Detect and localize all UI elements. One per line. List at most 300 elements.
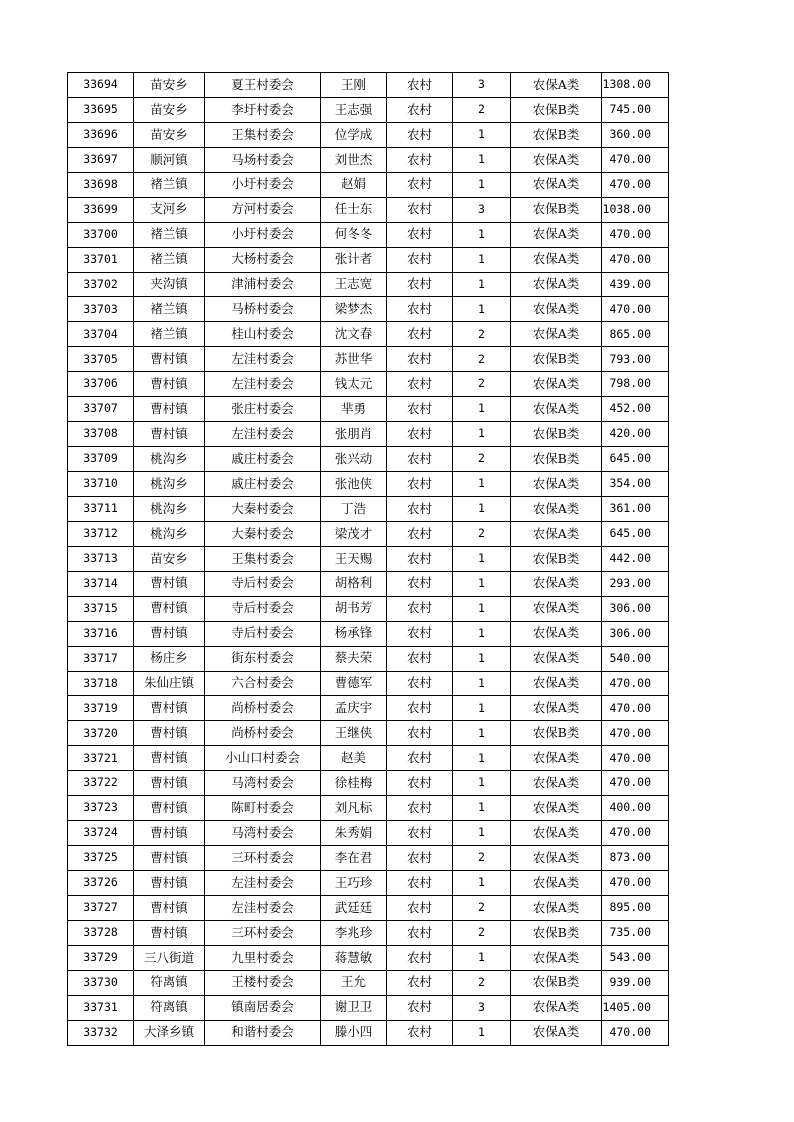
amount-cell: 360.00	[602, 122, 669, 147]
household-type-cell: 农村	[387, 970, 453, 995]
amount-cell: 470.00	[602, 821, 669, 846]
serial-number-cell: 33704	[68, 322, 134, 347]
table-row	[68, 920, 669, 945]
household-type-cell: 农村	[387, 671, 453, 696]
village-committee-cell: 左洼村委会	[205, 895, 321, 920]
table-row	[68, 197, 669, 222]
table-row	[68, 696, 669, 721]
household-type-cell: 农村	[387, 97, 453, 122]
person-count-cell: 1	[453, 945, 511, 970]
category-cell: 农保A类	[511, 646, 602, 671]
table-row	[68, 995, 669, 1020]
person-count-cell: 1	[453, 671, 511, 696]
amount-cell: 793.00	[602, 347, 669, 372]
person-count-cell: 3	[453, 197, 511, 222]
amount-cell: 420.00	[602, 422, 669, 447]
township-cell: 大泽乡镇	[134, 1020, 205, 1045]
serial-number-cell: 33718	[68, 671, 134, 696]
amount-cell: 470.00	[602, 247, 669, 272]
amount-cell: 470.00	[602, 1020, 669, 1045]
person-count-cell: 2	[453, 372, 511, 397]
category-cell: 农保A类	[511, 1020, 602, 1045]
township-cell: 曹村镇	[134, 920, 205, 945]
person-count-cell: 1	[453, 746, 511, 771]
table-row	[68, 521, 669, 546]
table-row	[68, 546, 669, 571]
amount-cell: 470.00	[602, 696, 669, 721]
name-cell: 曹德军	[321, 671, 387, 696]
household-type-cell: 农村	[387, 197, 453, 222]
township-cell: 曹村镇	[134, 895, 205, 920]
category-cell: 农保B类	[511, 546, 602, 571]
person-count-cell: 1	[453, 796, 511, 821]
name-cell: 胡书芳	[321, 596, 387, 621]
name-cell: 谢卫卫	[321, 995, 387, 1020]
category-cell: 农保B类	[511, 122, 602, 147]
table-row	[68, 247, 669, 272]
table-row	[68, 746, 669, 771]
person-count-cell: 1	[453, 472, 511, 497]
name-cell: 王继侠	[321, 721, 387, 746]
table-body	[68, 73, 669, 1046]
serial-number-cell: 33706	[68, 372, 134, 397]
village-committee-cell: 陈町村委会	[205, 796, 321, 821]
amount-cell: 470.00	[602, 147, 669, 172]
name-cell: 沈文春	[321, 322, 387, 347]
village-committee-cell: 戚庄村委会	[205, 472, 321, 497]
serial-number-cell: 33723	[68, 796, 134, 821]
name-cell: 蒋慧敏	[321, 945, 387, 970]
name-cell: 任士东	[321, 197, 387, 222]
household-type-cell: 农村	[387, 397, 453, 422]
household-type-cell: 农村	[387, 646, 453, 671]
serial-number-cell: 33705	[68, 347, 134, 372]
village-committee-cell: 左洼村委会	[205, 372, 321, 397]
household-type-cell: 农村	[387, 895, 453, 920]
table-row	[68, 945, 669, 970]
name-cell: 刘世杰	[321, 147, 387, 172]
table-row	[68, 322, 669, 347]
serial-number-cell: 33715	[68, 596, 134, 621]
household-type-cell: 农村	[387, 846, 453, 871]
amount-cell: 306.00	[602, 621, 669, 646]
category-cell: 农保A类	[511, 945, 602, 970]
household-type-cell: 农村	[387, 222, 453, 247]
table-row	[68, 571, 669, 596]
household-type-cell: 农村	[387, 995, 453, 1020]
household-type-cell: 农村	[387, 546, 453, 571]
category-cell: 农保A类	[511, 671, 602, 696]
person-count-cell: 1	[453, 147, 511, 172]
township-cell: 三八街道	[134, 945, 205, 970]
household-type-cell: 农村	[387, 821, 453, 846]
township-cell: 曹村镇	[134, 571, 205, 596]
amount-cell: 470.00	[602, 172, 669, 197]
village-committee-cell: 戚庄村委会	[205, 447, 321, 472]
household-type-cell: 农村	[387, 871, 453, 896]
table-row	[68, 222, 669, 247]
category-cell: 农保A类	[511, 472, 602, 497]
table-row	[68, 796, 669, 821]
category-cell: 农保B类	[511, 97, 602, 122]
person-count-cell: 1	[453, 546, 511, 571]
serial-number-cell: 33729	[68, 945, 134, 970]
serial-number-cell: 33716	[68, 621, 134, 646]
serial-number-cell: 33703	[68, 297, 134, 322]
township-cell: 曹村镇	[134, 821, 205, 846]
name-cell: 张池侠	[321, 472, 387, 497]
village-committee-cell: 左洼村委会	[205, 871, 321, 896]
person-count-cell: 2	[453, 347, 511, 372]
person-count-cell: 1	[453, 721, 511, 746]
category-cell: 农保A类	[511, 821, 602, 846]
village-committee-cell: 寺后村委会	[205, 621, 321, 646]
name-cell: 王刚	[321, 73, 387, 98]
person-count-cell: 1	[453, 496, 511, 521]
serial-number-cell: 33694	[68, 73, 134, 98]
township-cell: 杨庄乡	[134, 646, 205, 671]
household-type-cell: 农村	[387, 73, 453, 98]
household-type-cell: 农村	[387, 297, 453, 322]
household-type-cell: 农村	[387, 945, 453, 970]
name-cell: 张计者	[321, 247, 387, 272]
township-cell: 桃沟乡	[134, 447, 205, 472]
serial-number-cell: 33728	[68, 920, 134, 945]
amount-cell: 798.00	[602, 372, 669, 397]
village-committee-cell: 马桥村委会	[205, 297, 321, 322]
table-row	[68, 771, 669, 796]
person-count-cell: 2	[453, 521, 511, 546]
amount-cell: 354.00	[602, 472, 669, 497]
serial-number-cell: 33727	[68, 895, 134, 920]
person-count-cell: 1	[453, 1020, 511, 1045]
household-type-cell: 农村	[387, 122, 453, 147]
township-cell: 支河乡	[134, 197, 205, 222]
village-committee-cell: 九里村委会	[205, 945, 321, 970]
village-committee-cell: 镇南居委会	[205, 995, 321, 1020]
name-cell: 李兆珍	[321, 920, 387, 945]
amount-cell: 452.00	[602, 397, 669, 422]
household-type-cell: 农村	[387, 372, 453, 397]
township-cell: 苗安乡	[134, 122, 205, 147]
person-count-cell: 3	[453, 995, 511, 1020]
township-cell: 朱仙庄镇	[134, 671, 205, 696]
village-committee-cell: 津浦村委会	[205, 272, 321, 297]
category-cell: 农保A类	[511, 846, 602, 871]
name-cell: 位学成	[321, 122, 387, 147]
township-cell: 曹村镇	[134, 746, 205, 771]
name-cell: 王志强	[321, 97, 387, 122]
category-cell: 农保A类	[511, 322, 602, 347]
township-cell: 曹村镇	[134, 796, 205, 821]
household-type-cell: 农村	[387, 496, 453, 521]
table-row	[68, 272, 669, 297]
person-count-cell: 1	[453, 696, 511, 721]
name-cell: 赵娟	[321, 172, 387, 197]
serial-number-cell: 33714	[68, 571, 134, 596]
category-cell: 农保B类	[511, 197, 602, 222]
name-cell: 张朋肖	[321, 422, 387, 447]
amount-cell: 873.00	[602, 846, 669, 871]
household-type-cell: 农村	[387, 771, 453, 796]
serial-number-cell: 33732	[68, 1020, 134, 1045]
village-committee-cell: 和谐村委会	[205, 1020, 321, 1045]
name-cell: 梁茂才	[321, 521, 387, 546]
category-cell: 农保A类	[511, 397, 602, 422]
table-row	[68, 447, 669, 472]
serial-number-cell: 33713	[68, 546, 134, 571]
household-type-cell: 农村	[387, 472, 453, 497]
village-committee-cell: 三环村委会	[205, 846, 321, 871]
township-cell: 桃沟乡	[134, 496, 205, 521]
township-cell: 符离镇	[134, 995, 205, 1020]
person-count-cell: 1	[453, 771, 511, 796]
village-committee-cell: 小山口村委会	[205, 746, 321, 771]
table-row	[68, 172, 669, 197]
household-type-cell: 农村	[387, 721, 453, 746]
name-cell: 赵美	[321, 746, 387, 771]
category-cell: 农保A类	[511, 771, 602, 796]
household-type-cell: 农村	[387, 322, 453, 347]
household-type-cell: 农村	[387, 272, 453, 297]
category-cell: 农保B类	[511, 422, 602, 447]
category-cell: 农保B类	[511, 721, 602, 746]
village-committee-cell: 桂山村委会	[205, 322, 321, 347]
table-row	[68, 372, 669, 397]
amount-cell: 1405.00	[602, 995, 669, 1020]
name-cell: 丁浩	[321, 496, 387, 521]
township-cell: 苗安乡	[134, 546, 205, 571]
name-cell: 苏世华	[321, 347, 387, 372]
name-cell: 何冬冬	[321, 222, 387, 247]
category-cell: 农保A类	[511, 796, 602, 821]
name-cell: 张兴动	[321, 447, 387, 472]
table-row	[68, 97, 669, 122]
household-type-cell: 农村	[387, 621, 453, 646]
category-cell: 农保A类	[511, 272, 602, 297]
person-count-cell: 1	[453, 821, 511, 846]
category-cell: 农保A类	[511, 297, 602, 322]
household-type-cell: 农村	[387, 920, 453, 945]
table-row	[68, 821, 669, 846]
amount-cell: 1038.00	[602, 197, 669, 222]
village-committee-cell: 小圩村委会	[205, 172, 321, 197]
village-committee-cell: 王集村委会	[205, 122, 321, 147]
serial-number-cell: 33700	[68, 222, 134, 247]
serial-number-cell: 33708	[68, 422, 134, 447]
village-committee-cell: 大秦村委会	[205, 521, 321, 546]
township-cell: 曹村镇	[134, 621, 205, 646]
amount-cell: 540.00	[602, 646, 669, 671]
village-committee-cell: 街东村委会	[205, 646, 321, 671]
person-count-cell: 1	[453, 297, 511, 322]
table-row	[68, 1020, 669, 1045]
amount-cell: 645.00	[602, 447, 669, 472]
person-count-cell: 2	[453, 846, 511, 871]
category-cell: 农保A类	[511, 746, 602, 771]
category-cell: 农保A类	[511, 147, 602, 172]
township-cell: 苗安乡	[134, 73, 205, 98]
name-cell: 王巧珍	[321, 871, 387, 896]
household-type-cell: 农村	[387, 571, 453, 596]
household-type-cell: 农村	[387, 746, 453, 771]
household-type-cell: 农村	[387, 172, 453, 197]
name-cell: 王允	[321, 970, 387, 995]
table-row	[68, 422, 669, 447]
person-count-cell: 1	[453, 621, 511, 646]
village-committee-cell: 王楼村委会	[205, 970, 321, 995]
category-cell: 农保A类	[511, 621, 602, 646]
township-cell: 曹村镇	[134, 871, 205, 896]
serial-number-cell: 33724	[68, 821, 134, 846]
category-cell: 农保A类	[511, 596, 602, 621]
serial-number-cell: 33721	[68, 746, 134, 771]
person-count-cell: 2	[453, 970, 511, 995]
category-cell: 农保B类	[511, 347, 602, 372]
township-cell: 褚兰镇	[134, 247, 205, 272]
amount-cell: 470.00	[602, 671, 669, 696]
name-cell: 徐桂梅	[321, 771, 387, 796]
serial-number-cell: 33720	[68, 721, 134, 746]
serial-number-cell: 33697	[68, 147, 134, 172]
person-count-cell: 1	[453, 397, 511, 422]
category-cell: 农保A类	[511, 871, 602, 896]
table-row	[68, 846, 669, 871]
table-row	[68, 73, 669, 98]
person-count-cell: 1	[453, 571, 511, 596]
township-cell: 曹村镇	[134, 397, 205, 422]
category-cell: 农保A类	[511, 222, 602, 247]
name-cell: 李在君	[321, 846, 387, 871]
township-cell: 曹村镇	[134, 372, 205, 397]
village-committee-cell: 大杨村委会	[205, 247, 321, 272]
category-cell: 农保A类	[511, 172, 602, 197]
person-count-cell: 2	[453, 895, 511, 920]
amount-cell: 439.00	[602, 272, 669, 297]
allowance-table	[67, 72, 669, 1046]
category-cell: 农保A类	[511, 521, 602, 546]
table-row	[68, 147, 669, 172]
village-committee-cell: 大秦村委会	[205, 496, 321, 521]
village-committee-cell: 寺后村委会	[205, 596, 321, 621]
serial-number-cell: 33722	[68, 771, 134, 796]
village-committee-cell: 方河村委会	[205, 197, 321, 222]
serial-number-cell: 33702	[68, 272, 134, 297]
name-cell: 武廷廷	[321, 895, 387, 920]
name-cell: 滕小四	[321, 1020, 387, 1045]
household-type-cell: 农村	[387, 596, 453, 621]
village-committee-cell: 李圩村委会	[205, 97, 321, 122]
township-cell: 曹村镇	[134, 696, 205, 721]
township-cell: 桃沟乡	[134, 521, 205, 546]
serial-number-cell: 33707	[68, 397, 134, 422]
amount-cell: 1308.00	[602, 73, 669, 98]
amount-cell: 895.00	[602, 895, 669, 920]
amount-cell: 400.00	[602, 796, 669, 821]
amount-cell: 306.00	[602, 596, 669, 621]
category-cell: 农保B类	[511, 970, 602, 995]
serial-number-cell: 33699	[68, 197, 134, 222]
township-cell: 曹村镇	[134, 721, 205, 746]
township-cell: 顺河镇	[134, 147, 205, 172]
table-row	[68, 721, 669, 746]
serial-number-cell: 33710	[68, 472, 134, 497]
table-row	[68, 122, 669, 147]
household-type-cell: 农村	[387, 521, 453, 546]
household-type-cell: 农村	[387, 147, 453, 172]
category-cell: 农保A类	[511, 696, 602, 721]
person-count-cell: 1	[453, 122, 511, 147]
name-cell: 梁梦杰	[321, 297, 387, 322]
name-cell: 胡格利	[321, 571, 387, 596]
person-count-cell: 1	[453, 247, 511, 272]
village-committee-cell: 尚桥村委会	[205, 721, 321, 746]
amount-cell: 645.00	[602, 521, 669, 546]
serial-number-cell: 33731	[68, 995, 134, 1020]
amount-cell: 442.00	[602, 546, 669, 571]
category-cell: 农保A类	[511, 372, 602, 397]
person-count-cell: 1	[453, 172, 511, 197]
village-committee-cell: 左洼村委会	[205, 422, 321, 447]
village-committee-cell: 马湾村委会	[205, 771, 321, 796]
village-committee-cell: 马湾村委会	[205, 821, 321, 846]
township-cell: 夹沟镇	[134, 272, 205, 297]
category-cell: 农保B类	[511, 447, 602, 472]
table-row	[68, 596, 669, 621]
table-row	[68, 472, 669, 497]
amount-cell: 361.00	[602, 496, 669, 521]
amount-cell: 470.00	[602, 721, 669, 746]
category-cell: 农保A类	[511, 496, 602, 521]
household-type-cell: 农村	[387, 447, 453, 472]
township-cell: 桃沟乡	[134, 472, 205, 497]
table-row	[68, 621, 669, 646]
person-count-cell: 2	[453, 920, 511, 945]
table-row	[68, 970, 669, 995]
village-committee-cell: 小圩村委会	[205, 222, 321, 247]
table-row	[68, 671, 669, 696]
table-row	[68, 397, 669, 422]
person-count-cell: 1	[453, 422, 511, 447]
village-committee-cell: 左洼村委会	[205, 347, 321, 372]
amount-cell: 543.00	[602, 945, 669, 970]
category-cell: 农保A类	[511, 895, 602, 920]
township-cell: 褚兰镇	[134, 297, 205, 322]
serial-number-cell: 33730	[68, 970, 134, 995]
table-row	[68, 496, 669, 521]
household-type-cell: 农村	[387, 696, 453, 721]
amount-cell: 735.00	[602, 920, 669, 945]
person-count-cell: 2	[453, 322, 511, 347]
household-type-cell: 农村	[387, 1020, 453, 1045]
person-count-cell: 2	[453, 447, 511, 472]
table-row	[68, 895, 669, 920]
table-row	[68, 871, 669, 896]
table-row	[68, 297, 669, 322]
name-cell: 芈勇	[321, 397, 387, 422]
person-count-cell: 1	[453, 871, 511, 896]
township-cell: 曹村镇	[134, 846, 205, 871]
amount-cell: 470.00	[602, 222, 669, 247]
amount-cell: 745.00	[602, 97, 669, 122]
village-committee-cell: 马场村委会	[205, 147, 321, 172]
person-count-cell: 2	[453, 97, 511, 122]
township-cell: 曹村镇	[134, 596, 205, 621]
person-count-cell: 1	[453, 222, 511, 247]
township-cell: 褚兰镇	[134, 222, 205, 247]
category-cell: 农保A类	[511, 995, 602, 1020]
serial-number-cell: 33701	[68, 247, 134, 272]
